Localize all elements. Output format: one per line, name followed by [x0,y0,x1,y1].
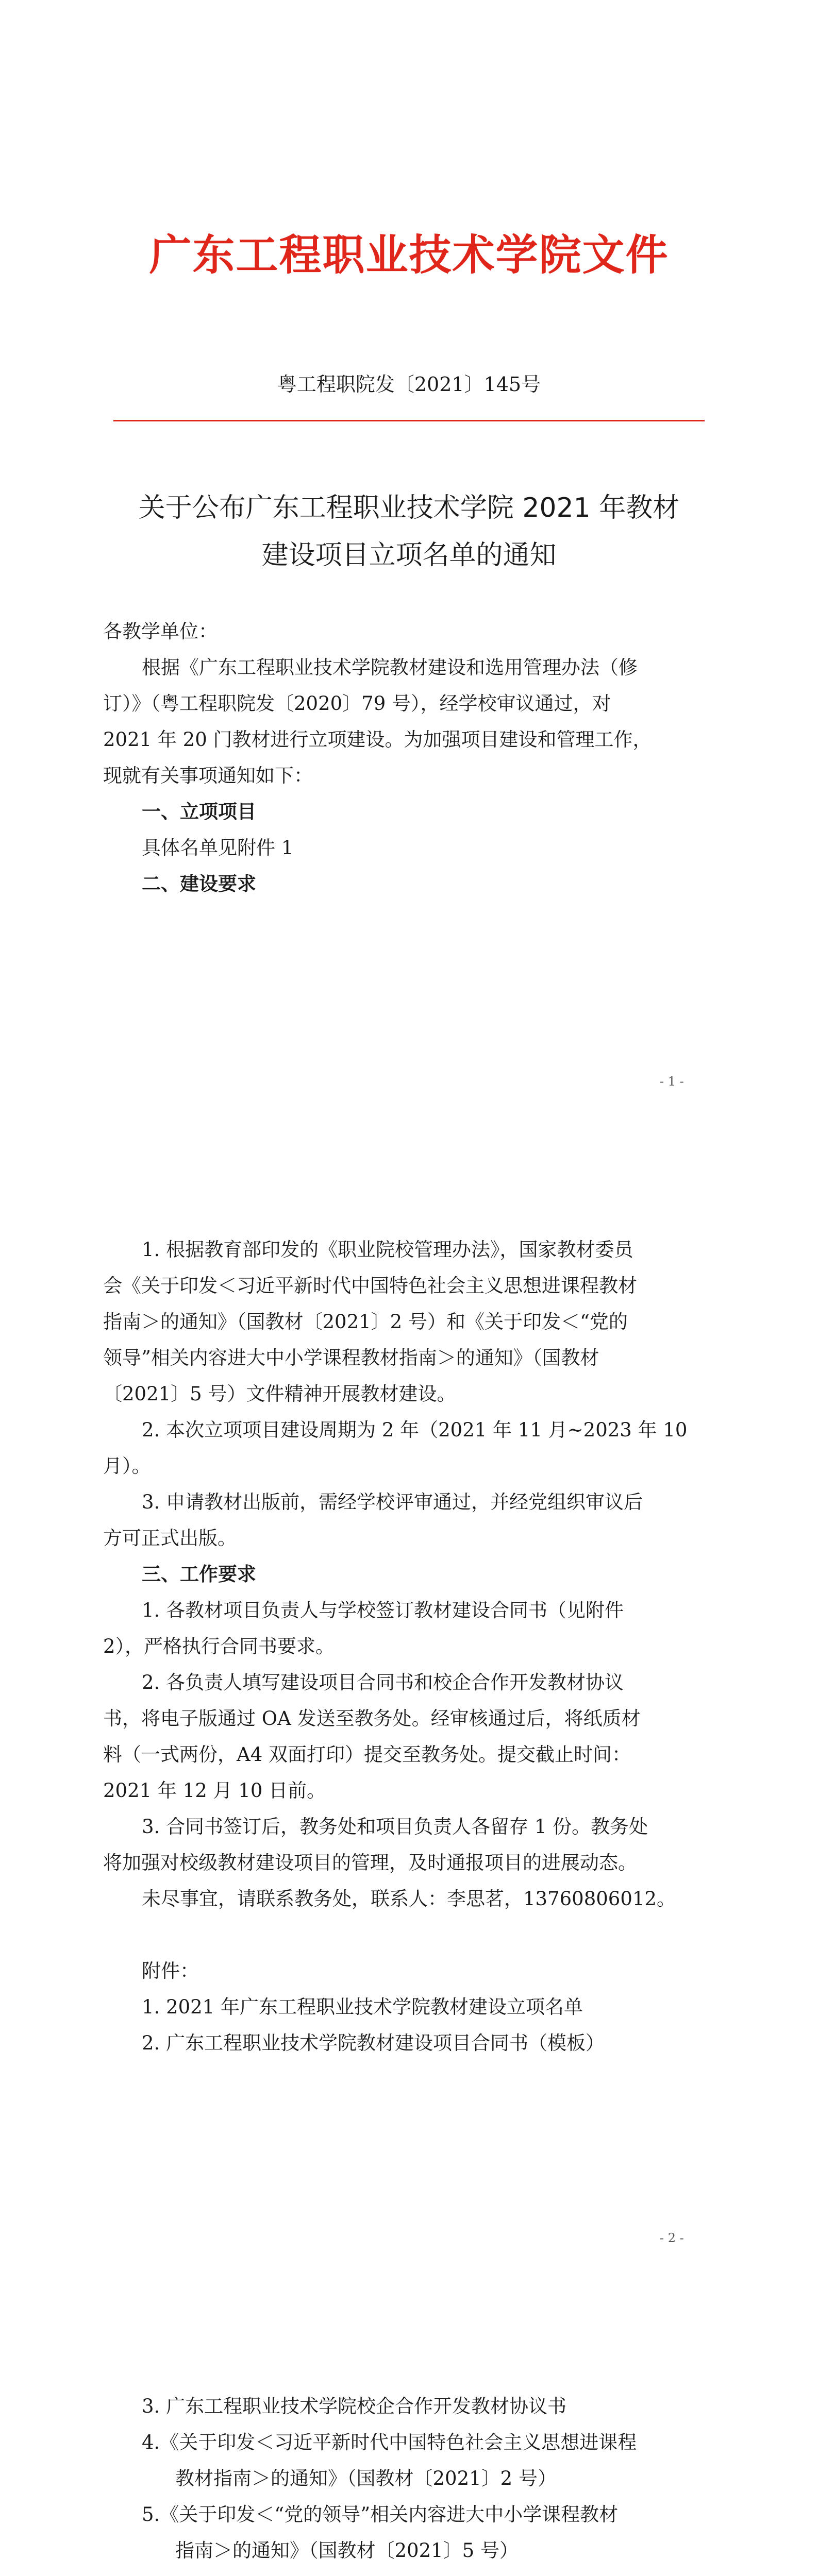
section-3-heading: 三、工作要求 [142,1563,256,1585]
paragraph-line: 指南＞的通知》（国教材〔2021〕2 号）和《关于印发＜“党的 [103,1311,628,1333]
notice-title-line-2: 建设项目立项名单的通知 [261,540,557,571]
paragraph-line: 2. 本次立项项目建设周期为 2 年（2021 年 11 月~2023 年 10 [142,1419,688,1441]
paragraph-line: 〔2021〕5 号）文件精神开展教材建设。 [103,1383,456,1405]
attachment-item: 4.《关于印发＜习近平新时代中国特色社会主义思想进课程 [142,2431,637,2453]
paragraph-line: 1. 各教材项目负责人与学校签订教材建设合同书（见附件 [142,1599,624,1621]
section-1-heading: 一、立项项目 [142,801,256,823]
paragraph-line: 会《关于印发＜习近平新时代中国特色社会主义思想进课程教材 [103,1275,637,1297]
section-1-body: 具体名单见附件 1 [142,837,294,859]
attachments-label: 附件： [142,1960,199,1982]
paragraph-line: 2. 各负责人填写建设项目合同书和校企合作开发教材协议 [142,1671,624,1693]
intro-line: 现就有关事项通知如下： [103,765,313,787]
paragraph-line: 2021 年 12 月 10 日前。 [103,1780,326,1802]
intro-line: 订）》（粤工程职院发〔2020〕79 号），经学校审议通过，对 [103,692,611,715]
page-3 [0,2313,818,2576]
paragraph-line: 领导”相关内容进大中小学课程教材指南＞的通知》（国教材 [103,1347,599,1369]
attachment-item: 3. 广东工程职业技术学院校企合作开发教材协议书 [142,2395,567,2417]
document-number: 粤工程职院发〔2021〕145号 [277,373,541,396]
document-header-title: 广东工程职业技术学院文件 [149,231,669,280]
notice-title [77,484,741,579]
red-divider [113,420,705,421]
attachment-item: 5.《关于印发＜“党的领导”相关内容进大中小学课程教材 [142,2503,619,2526]
intro-line: 2021 年 20 门教材进行立项建设。为加强项目建设和管理工作， [103,728,652,751]
page-2 [0,1157,818,2313]
paragraph-line: 月）。 [103,1455,151,1477]
page-number: - 1 - [660,1074,684,1089]
notice-title-line-1: 关于公布广东工程职业技术学院 2021 年教材 [138,493,680,523]
attachment-item-continued: 教材指南＞的通知》（国教材〔2021〕2 号） [175,2467,557,2489]
attachment-item: 2. 广东工程职业技术学院教材建设项目合同书（模板） [142,2032,605,2054]
paragraph-line: 3. 申请教材出版前，需经学校评审通过，并经党组织审议后 [142,1491,643,1513]
page-number: - 2 - [660,2231,684,2245]
paragraph-line: 料（一式两份，A4 双面打印）提交至教务处。提交截止时间： [103,1743,631,1766]
paragraph-line: 3. 合同书签订后，教务处和项目负责人各留存 1 份。教务处 [142,1816,648,1838]
attachment-item: 1. 2021 年广东工程职业技术学院教材建设立项名单 [142,1996,583,2018]
salutation: 各教学单位： [103,620,218,642]
paragraph-line: 2），严格执行合同书要求。 [103,1635,335,1657]
contact-line: 未尽事宜，请联系教务处，联系人：李思茗，13760806012。 [142,1888,676,1910]
paragraph-line: 1. 根据教育部印发的《职业院校管理办法》，国家教材委员 [142,1239,633,1261]
section-2-heading: 二、建设要求 [142,873,256,895]
paragraph-line: 书，将电子版通过 OA 发送至教务处。经审核通过后，将纸质材 [103,1707,641,1730]
paragraph-line: 将加强对校级教材建设项目的管理，及时通报项目的进展动态。 [103,1852,637,1874]
attachment-item [142,2571,376,2576]
page-1 [0,0,818,1157]
paragraph-line: 方可正式出版。 [103,1527,237,1549]
intro-line: 根据《广东工程职业技术学院教材建设和选用管理办法（修 [142,656,638,679]
attachment-item-continued: 指南＞的通知》（国教材〔2021〕5 号） [175,2539,519,2562]
